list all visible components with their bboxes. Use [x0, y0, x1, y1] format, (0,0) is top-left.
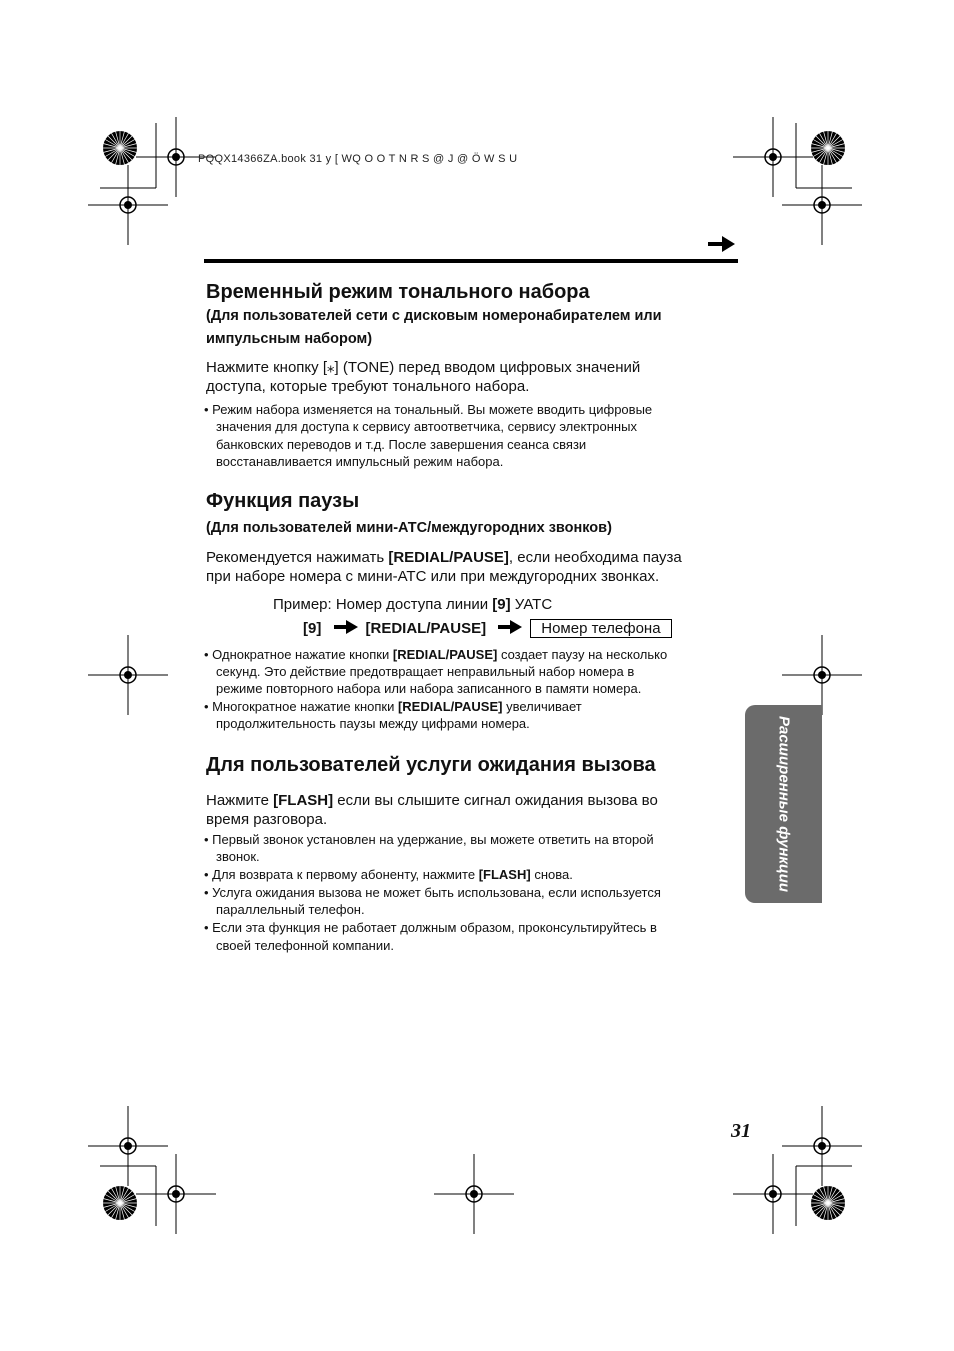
print-header: PQQX14366ZA.book 31 y [ WQ O O T N R S @ J @ Ö W S U: [198, 153, 518, 165]
key-label: [FLASH]: [478, 867, 531, 882]
text: если вы слышите сигнал ожидания вызова во: [333, 792, 658, 809]
section-subtitle: (Для пользователей мини-АТС/междугородних звонков): [206, 520, 612, 536]
phone-number-box: Номер телефона: [530, 619, 671, 638]
bullet-item: [204, 699, 582, 714]
body-text: [206, 549, 682, 566]
text: Рекомендуется нажимать: [206, 549, 389, 566]
continue-arrow-icon: [708, 235, 736, 253]
section-rule: [204, 259, 738, 263]
bullet-item: • Первый звонок установлен на удержание, вы можете ответить на второй: [204, 832, 654, 847]
text: • Однократное нажатие кнопки: [204, 647, 393, 662]
bullet-cont: режиме повторного набора или набора записанного в памяти номера.: [216, 681, 642, 696]
text: увеличивает: [502, 699, 582, 714]
text: снова.: [530, 867, 573, 882]
body-text: при наборе номера с мини-АТС или при междугородних звонках.: [206, 568, 660, 585]
registration-dot: [124, 671, 132, 679]
key-label: [REDIAL/PAUSE]: [397, 699, 503, 714]
key-label: [REDIAL/PAUSE]: [365, 620, 487, 637]
example-sequence: [303, 619, 672, 638]
registration-dot: [124, 201, 132, 209]
registration-dot: [172, 153, 180, 161]
registration-dot: [818, 201, 826, 209]
key-label: [REDIAL/PAUSE]: [388, 549, 509, 566]
arrow-right-icon: [498, 620, 524, 634]
bullet-cont: звонок.: [216, 849, 260, 864]
body-text: [206, 792, 658, 809]
text: Пример: Номер доступа линии: [273, 596, 493, 613]
section-title-call-waiting: Для пользователей услуги ожидания вызова: [206, 754, 656, 776]
key-label: [FLASH]: [273, 792, 334, 809]
body-text: [206, 358, 640, 376]
text: , если необходима пауза: [508, 549, 682, 566]
registration-dot: [172, 1190, 180, 1198]
registration-dot: [818, 671, 826, 679]
text: ] (TONE) перед вводом цифровых значений: [334, 359, 641, 376]
side-tab-label: Расширенные функции: [775, 715, 792, 893]
bullet-cont: своей телефонной компании.: [216, 938, 394, 953]
text: Нажмите: [206, 792, 274, 809]
bullet-item: • Режим набора изменяется на тональный. Вы можете вводить цифровые: [204, 402, 653, 417]
registration-dot: [818, 1142, 826, 1150]
text: создает паузу на несколько: [497, 647, 668, 662]
registration-dot: [470, 1190, 478, 1198]
example-line: [273, 596, 552, 613]
star-key-icon: ⁎: [327, 359, 335, 376]
body-text: время разговора.: [206, 811, 328, 828]
registration-dot: [769, 153, 777, 161]
key-label: [9]: [492, 596, 511, 613]
bullet-cont: значения для доступа к сервису автоответчика, сервису электронных: [216, 419, 637, 434]
text: Нажмите кнопку [: [206, 359, 327, 376]
text: • Многократное нажатие кнопки: [204, 699, 398, 714]
bullet-item: • Услуга ожидания вызова не может быть использована, если используется: [204, 885, 661, 900]
text: • Для возврата к первому абоненту, нажмите: [204, 867, 479, 882]
registration-dot: [769, 1190, 777, 1198]
bullet-item: [204, 647, 667, 662]
bullet-cont: продолжительность паузы между цифрами номера.: [216, 716, 530, 731]
section-subtitle: импульсным набором): [206, 331, 373, 347]
text: УАТС: [510, 596, 553, 613]
bullet-cont: восстанавливается импульсный режим набора.: [216, 454, 504, 469]
key-label: [REDIAL/PAUSE]: [392, 647, 498, 662]
bullet-item: [204, 867, 573, 882]
body-text: доступа, которые требуют тонального набора.: [206, 378, 530, 395]
bullet-cont: секунд. Это действие предотвращает неправильный набор номера в: [216, 664, 635, 679]
section-title-pause: Функция паузы: [206, 490, 360, 512]
bullet-cont: банковских переводов и т.д. После завершения сеанса связи: [216, 437, 587, 452]
key-label: [9]: [303, 620, 322, 637]
bullet-item: • Если эта функция не работает должным образом, проконсультируйтесь в: [204, 920, 657, 935]
registration-dot: [124, 1142, 132, 1150]
section-title-tone: Временный режим тонального набора: [206, 281, 590, 303]
side-tab: [745, 705, 822, 903]
section-subtitle: (Для пользователей сети с дисковым номеронабирателем или: [206, 308, 662, 324]
page-number: 31: [731, 1120, 751, 1142]
bullet-cont: параллельный телефон.: [216, 902, 365, 917]
arrow-right-icon: [334, 620, 360, 634]
